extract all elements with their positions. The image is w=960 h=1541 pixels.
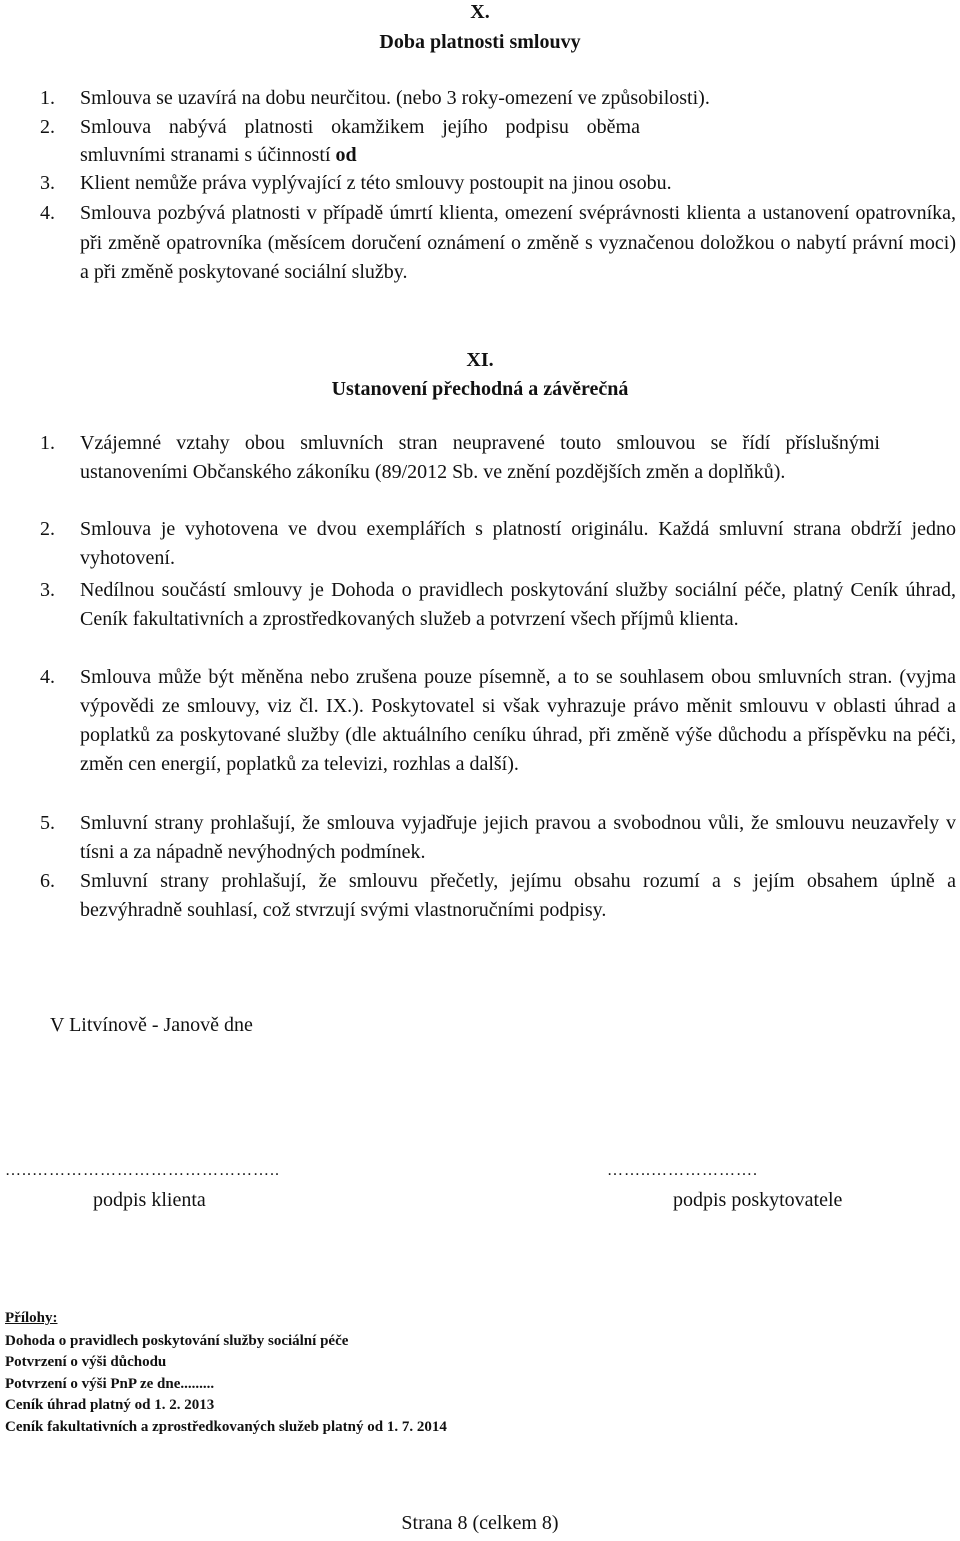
list-item [40, 113, 956, 169]
item-number: 3. [40, 579, 55, 601]
page-footer: Strana 8 (celkem 8) [401, 1512, 559, 1534]
annex-item: Potvrzení o výši důchodu [5, 1354, 167, 1370]
client-signature-line: …..…………………………………….. [5, 1162, 280, 1179]
section-title: Doba platnosti smlouvy [379, 31, 581, 53]
item-text: Smlouva nabývá platnosti okamžikem jejího podpisu oběma smluvními stranami s účinností od [80, 116, 640, 166]
annex-item: Ceník fakultativních a zprostředkovaných služeb platný od 1. 7. 2014 [5, 1419, 447, 1435]
item-text: Nedílnou součástí smlouvy je Dohoda o pravidlech poskytování služby sociální péče, platný Ceník úhrad, Ceník fakultativních a zprostředkovaných služeb a potvrzení všech příjmů klienta. [80, 579, 956, 630]
item-number: 4. [40, 202, 55, 224]
list-item [40, 663, 956, 779]
place-date: V Litvínově - Janově dne [50, 1014, 253, 1036]
item-number: 2. [40, 518, 55, 540]
item-text: Smluvní strany prohlašují, že smlouvu přečetly, jejímu obsahu rozumí a s jejím obsahem úplně a bezvýhradně souhlasí, což stvrzují svými vlastnoručními podpisy. [80, 870, 956, 921]
list-item [40, 169, 956, 198]
list-item [40, 809, 956, 867]
list-item [40, 576, 956, 634]
item-text-bold: od [335, 144, 357, 166]
section-number: X. [470, 1, 490, 23]
item-number: 5. [40, 812, 55, 834]
list-item [40, 867, 956, 925]
section-title: Ustanovení přechodná a závěrečná [331, 378, 629, 400]
list-item [40, 429, 956, 487]
item-number: 3. [40, 172, 55, 194]
client-signature-label: podpis klienta [93, 1189, 206, 1211]
item-text: Smlouva pozbývá platnosti v případě úmrtí klienta, omezení svéprávnosti klienta a ustanovení opatrovníka, při změně opatrovníka (měsícem doručení oznámení o změně s vyznačenou doložkou o nabytí právní moci) a při změně poskytované sociální služby. [80, 202, 956, 283]
item-number: 4. [40, 666, 55, 688]
list-item [40, 199, 956, 288]
item-number: 6. [40, 870, 55, 892]
item-text: Smluvní strany prohlašují, že smlouva vyjadřuje jejich pravou a svobodnou vůli, že smlouvu neuzavřely v tísni a za nápadně nevýhodných podmínek. [80, 812, 956, 863]
annex-heading: Přílohy: [5, 1310, 58, 1326]
provider-signature-line: ……..………………. [607, 1162, 758, 1179]
item-number: 2. [40, 116, 55, 138]
item-text: Smlouva je vyhotovena ve dvou exemplářích s platností originálu. Každá smluvní strana obdrží jedno vyhotovení. [80, 518, 956, 569]
list-item [40, 515, 956, 573]
annex-item: Dohoda o pravidlech poskytování služby sociální péče [5, 1333, 349, 1349]
item-number: 1. [40, 432, 55, 454]
section-number: XI. [466, 349, 494, 371]
item-text: Vzájemné vztahy obou smluvních stran neupravené touto smlouvou se řídí příslušnými ustanoveními Občanského zákoníku (89/2012 Sb. ve znění pozdějších změn a doplňků). [80, 432, 880, 483]
annex-item: Ceník úhrad platný od 1. 2. 2013 [5, 1397, 215, 1413]
list-item [40, 84, 956, 113]
item-text: Klient nemůže práva vyplývající z této smlouvy postoupit na jinou osobu. [80, 172, 672, 194]
item-text: Smlouva se uzavírá na dobu neurčitou. (nebo 3 roky-omezení ve způsobilosti). [80, 87, 710, 109]
item-text: Smlouva může být měněna nebo zrušena pouze písemně, a to se souhlasem obou smluvních stran. (vyjma výpovědi ze smlouvy, viz čl. IX.). Poskytovatel si však vyhrazuje právo měnit smlouvu v oblasti úhrad a poplatků za poskytované služby (dle aktuálního ceníku úhrad, při změně výše důchodu a příspěvku na péči, změn cen energií, poplatků za televizi, rozhlas a další). [80, 666, 956, 775]
annex-item: Potvrzení o výši PnP ze dne......... [5, 1376, 215, 1392]
item-number: 1. [40, 87, 55, 109]
provider-signature-label: podpis poskytovatele [673, 1189, 843, 1211]
